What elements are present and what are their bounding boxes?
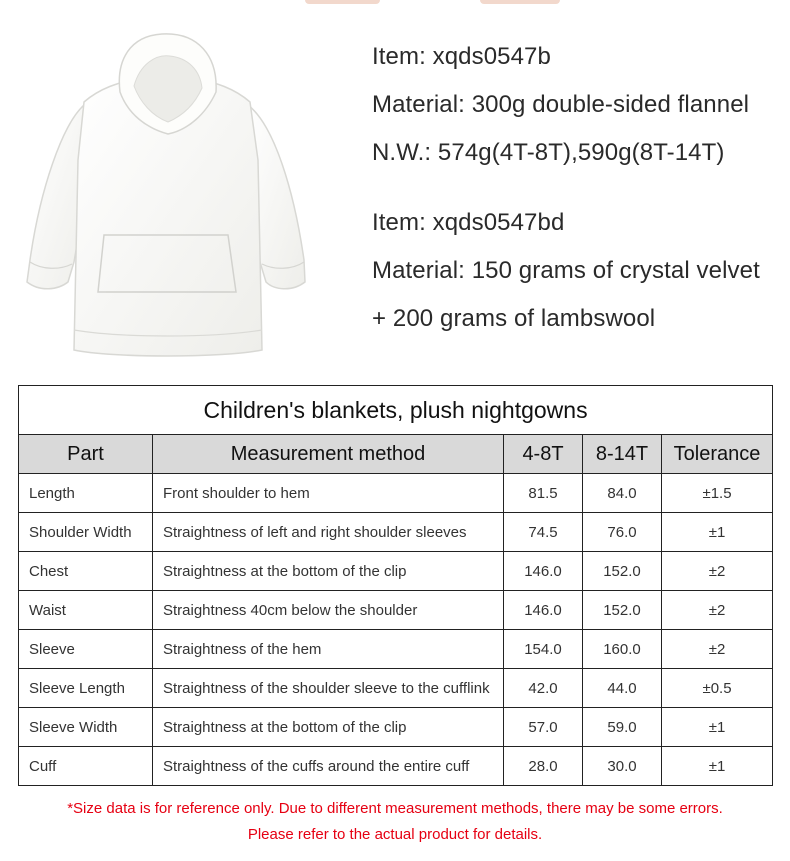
product-specs (372, 45, 782, 355)
size-disclaimer-line-2: Please refer to the actual product for details. (247, 826, 543, 843)
cell-4-8t: 74.5 (504, 513, 583, 552)
cell-part: Sleeve Width (19, 708, 153, 747)
white-hoodie-blanket-icon (22, 30, 312, 360)
cell-part: Cuff (19, 747, 153, 786)
table-row (19, 747, 773, 786)
table-title-row (19, 386, 773, 435)
item-code-1: Item: xqds0547b (372, 43, 551, 70)
table-row (19, 474, 773, 513)
cell-tolerance: ±1 (662, 708, 773, 747)
cell-8-14t: 152.0 (583, 591, 662, 630)
cell-method: Straightness at the bottom of the clip (153, 708, 504, 747)
item-code-2: Item: xqds0547bd (372, 209, 565, 236)
table-row (19, 669, 773, 708)
cell-tolerance: ±2 (662, 630, 773, 669)
cell-8-14t: 84.0 (583, 474, 662, 513)
header-measurement-method: Measurement method (153, 435, 504, 474)
cell-tolerance: ±1 (662, 747, 773, 786)
cell-method: Straightness of the hem (153, 630, 504, 669)
material-2-line-1: Material: 150 grams of crystal velvet (372, 257, 760, 284)
table-header-row (19, 435, 773, 474)
cell-part: Length (19, 474, 153, 513)
cell-4-8t: 81.5 (504, 474, 583, 513)
cell-part: Shoulder Width (19, 513, 153, 552)
cell-8-14t: 152.0 (583, 552, 662, 591)
header-tolerance: Tolerance (662, 435, 773, 474)
material-1: Material: 300g double-sided flannel (372, 91, 750, 118)
cell-method: Front shoulder to hem (153, 474, 504, 513)
cell-tolerance: ±1 (662, 513, 773, 552)
size-chart-table (18, 385, 773, 786)
table-row (19, 552, 773, 591)
cell-part: Waist (19, 591, 153, 630)
size-disclaimer-line-1: *Size data is for reference only. Due to different measurement methods, there may be some errors. (67, 800, 723, 817)
cell-method: Straightness of left and right shoulder sleeves (153, 513, 504, 552)
cell-tolerance: ±0.5 (662, 669, 773, 708)
header-part: Part (19, 435, 153, 474)
cell-tolerance: ±2 (662, 591, 773, 630)
table-row (19, 708, 773, 747)
table-row (19, 630, 773, 669)
table-row (19, 591, 773, 630)
cell-8-14t: 44.0 (583, 669, 662, 708)
cell-method: Straightness at the bottom of the clip (153, 552, 504, 591)
top-decoration-left (305, 0, 380, 4)
cell-part: Chest (19, 552, 153, 591)
cell-8-14t: 76.0 (583, 513, 662, 552)
cell-method: Straightness 40cm below the shoulder (153, 591, 504, 630)
cell-method: Straightness of the shoulder sleeve to the cufflink (153, 669, 504, 708)
cell-4-8t: 146.0 (504, 591, 583, 630)
cell-4-8t: 146.0 (504, 552, 583, 591)
cell-method: Straightness of the cuffs around the entire cuff (153, 747, 504, 786)
material-2-line-2: + 200 grams of lambswool (372, 305, 656, 332)
top-decoration-right (480, 0, 560, 4)
table-row (19, 513, 773, 552)
table-title: Children's blankets, plush nightgowns (19, 386, 773, 435)
cell-8-14t: 160.0 (583, 630, 662, 669)
header-8-14t: 8-14T (583, 435, 662, 474)
cell-part: Sleeve (19, 630, 153, 669)
cell-4-8t: 42.0 (504, 669, 583, 708)
cell-8-14t: 59.0 (583, 708, 662, 747)
cell-tolerance: ±1.5 (662, 474, 773, 513)
cell-tolerance: ±2 (662, 552, 773, 591)
cell-4-8t: 154.0 (504, 630, 583, 669)
cell-4-8t: 28.0 (504, 747, 583, 786)
net-weight-1: N.W.: 574g(4T-8T),590g(8T-14T) (372, 139, 725, 166)
header-4-8t: 4-8T (504, 435, 583, 474)
cell-4-8t: 57.0 (504, 708, 583, 747)
cell-8-14t: 30.0 (583, 747, 662, 786)
cell-part: Sleeve Length (19, 669, 153, 708)
